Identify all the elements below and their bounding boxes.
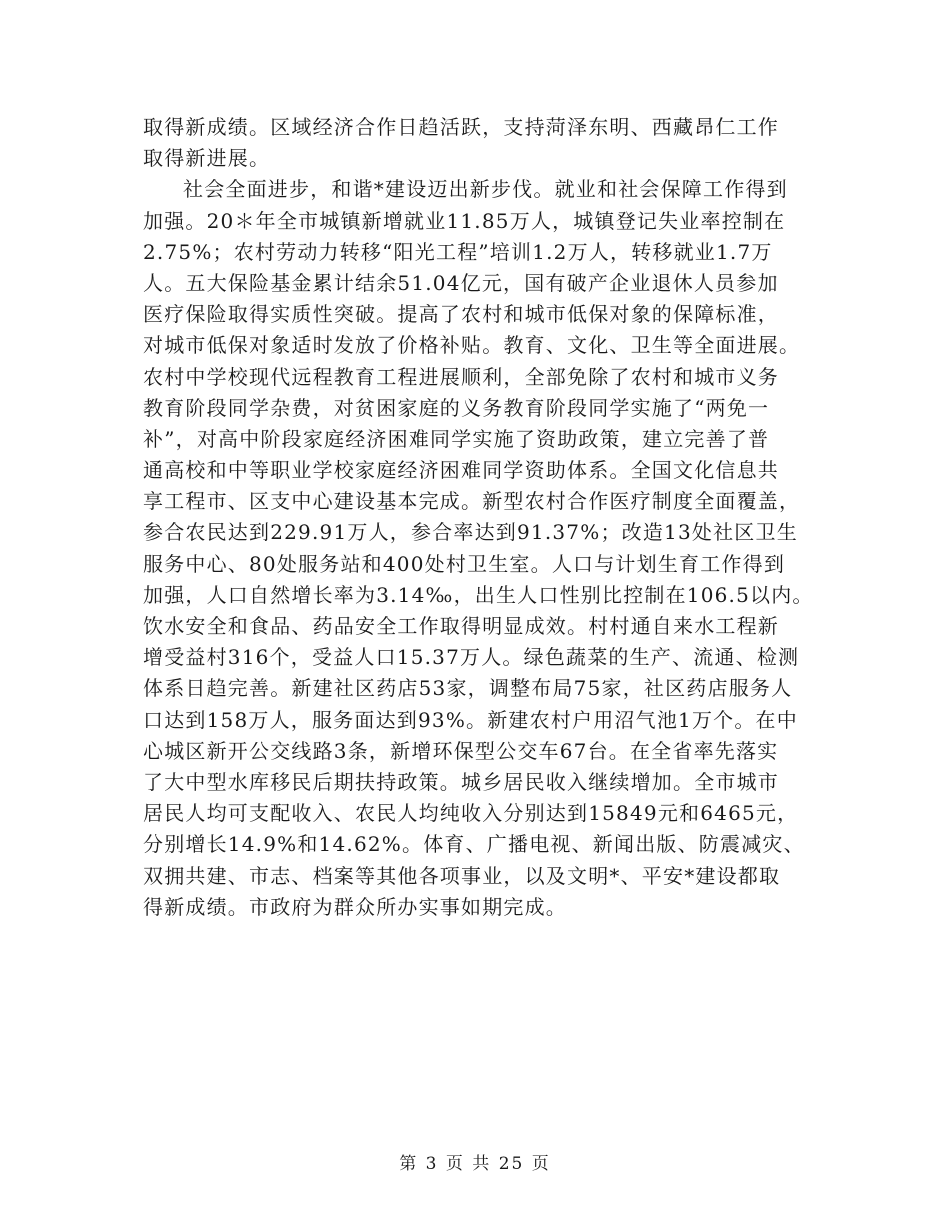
text-line: 补”，对高中阶段家庭经济困难同学实施了资助政策，建立完善了普 xyxy=(143,426,770,451)
text-line: 了大中型水库移民后期扶持政策。城乡居民收入继续增加。全市城市 xyxy=(143,769,779,794)
text-line: 饮水安全和食品、药品安全工作取得明显成效。村村通自来水工程新 xyxy=(143,614,779,638)
text-line: 享工程市、区支中心建设基本完成。新型农村合作医疗制度全面覆盖， xyxy=(143,489,801,514)
text-line: 农村中学校现代远程教育工程进展顺利，全部免除了农村和城市义务 xyxy=(143,364,779,389)
text-line: 口达到158万人，服务面达到93%。新建农村户用沼气池1万个。在中 xyxy=(143,707,798,732)
text-line: 人。五大保险基金累计结余51.04亿元，国有破产企业退休人员参加 xyxy=(143,270,779,295)
text-line: 教育阶段同学杂费，对贫困家庭的义务教育阶段同学实施了“两免一 xyxy=(143,395,770,420)
text-line: 社会全面进步，和谐*建设迈出新步伐。就业和社会保障工作得到 xyxy=(183,177,788,202)
text-line: 参合农民达到229.91万人，参合率达到91.37%；改造13处社区卫生 xyxy=(143,520,798,545)
text-line: 取得新成绩。区域经济合作日趋活跃，支持菏泽东明、西藏昂仁工作 xyxy=(143,115,779,139)
text-line: 体系日趋完善。新建社区药店53家，调整布局75家，社区药店服务人 xyxy=(143,676,793,701)
paragraph xyxy=(143,112,813,174)
text-line: 加强，人口自然增长率为3.14‰，出生人口性别比控制在106.5以内。 xyxy=(143,582,814,607)
text-line: 双拥共建、市志、档案等其他各项事业，以及文明*、平安*建设都取 xyxy=(143,863,781,888)
text-line: 对城市低保对象适时发放了价格补贴。教育、文化、卫生等全面进展。 xyxy=(143,333,801,358)
text-line: 居民人均可支配收入、农民人均纯收入分别达到15849元和6465元， xyxy=(143,801,799,826)
text-line: 取得新进展。 xyxy=(143,146,271,171)
text-line: 心城区新开公交线路3条，新增环保型公交车67台。在全省率先落实 xyxy=(143,738,779,763)
text-line: 医疗保险取得实质性突破。提高了农村和城市低保对象的保障标准， xyxy=(143,302,779,327)
text-line: 增受益村316个，受益人口15.37万人。绿色蔬菜的生产、流通、检测 xyxy=(143,645,800,670)
text-line: 分别增长14.9%和14.62%。体育、广播电视、新闻出版、防震减灾、 xyxy=(143,832,805,857)
document-body xyxy=(143,112,813,923)
text-line: 得新成绩。市政府为群众所办实事如期完成。 xyxy=(143,894,567,919)
text-line: 服务中心、80处服务站和400处村卫生室。人口与计划生育工作得到 xyxy=(143,551,786,576)
paragraph xyxy=(143,174,813,923)
text-line: 加强。20＊年全市城镇新增就业11.85万人，城镇登记失业率控制在 xyxy=(143,208,786,233)
text-line: 2.75%；农村劳动力转移“阳光工程”培训1.2万人，转移就业1.7万 xyxy=(143,239,773,264)
text-line: 通高校和中等职业学校家庭经济困难同学资助体系。全国文化信息共 xyxy=(143,458,779,483)
page-footer: 第 3 页 共 25 页 xyxy=(399,1154,551,1174)
